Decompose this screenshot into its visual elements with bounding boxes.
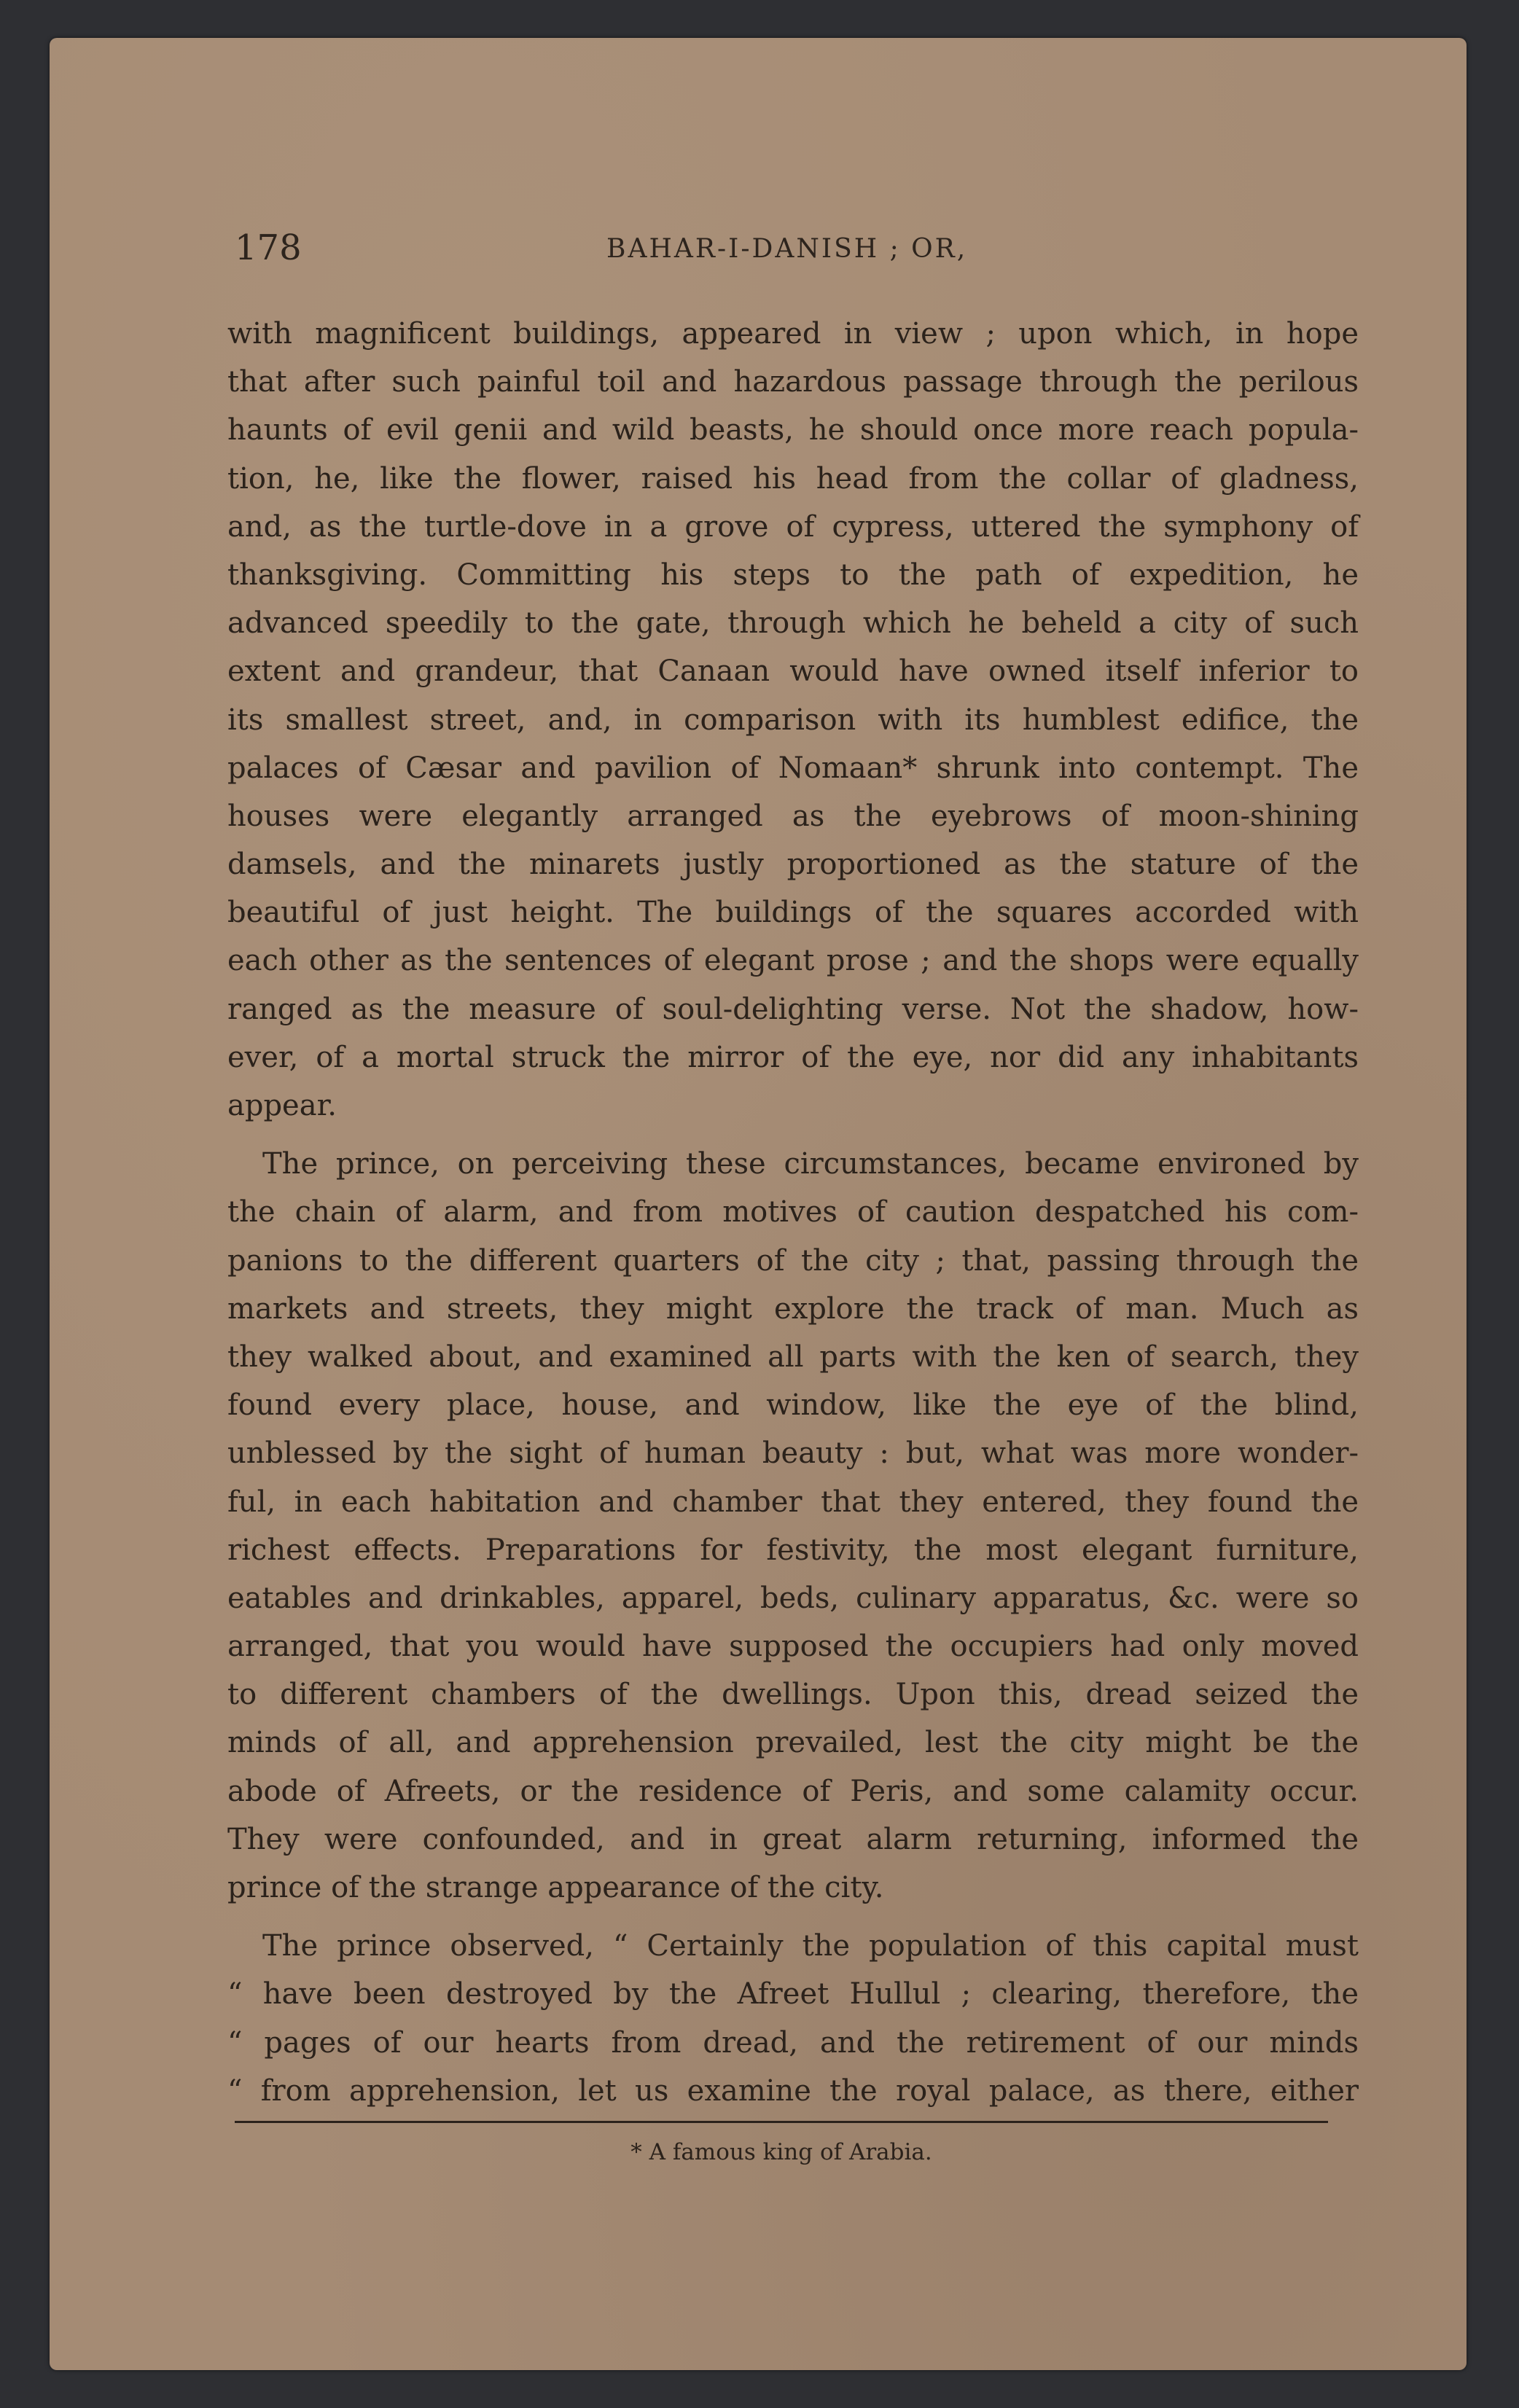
text-line: that after such painful toil and hazardous passage through the perilous [227,365,1359,399]
text-line: “ have been destroyed by the Afreet Hullul ; clearing, therefore, the [227,1977,1359,2012]
text-line: prince of the strange appearance of the city. [227,1871,884,1904]
text-line: ranged as the measure of soul-delighting verse. Not the shadow, how- [227,992,1359,1026]
text-line: advanced speedily to the gate, through which he beheld a city of such [227,606,1359,641]
text-line: The prince observed, “ Certainly the population of this capital must [262,1929,1359,1963]
text-line: the chain of alarm, and from motives of caution despatched his com- [227,1195,1359,1230]
paragraph-3 [227,1922,1359,2115]
text-line: panions to the different quarters of the city ; that, passing through the [227,1243,1359,1278]
text-line: tion, he, like the flower, raised his head from the collar of gladness, [227,461,1359,496]
paragraph-2 [227,1140,1359,1912]
text-line: ful, in each habitation and chamber that they entered, they found the [227,1485,1359,1519]
text-line: arranged, that you would have supposed the occupiers had only moved [227,1630,1359,1664]
paragraph-1 [227,310,1359,1130]
running-title: BAHAR-I-DANISH ; OR, [606,234,968,264]
text-line: houses were elegantly arranged as the eyebrows of moon-shining [227,799,1359,833]
body-text [227,310,1359,2115]
text-line: and, as the turtle-dove in a grove of cypress, uttered the symphony of [227,509,1359,544]
text-line: abode of Afreets, or the residence of Peris, and some calamity occur. [227,1774,1359,1808]
paragraph-gap [227,1912,1359,1922]
text-line: palaces of Cæsar and pavilion of Nomaan* shrunk into contempt. The [227,751,1359,785]
footnote: * A famous king of Arabia. [630,2139,932,2165]
text-line: markets and streets, they might explore the track of man. Much as [227,1291,1359,1326]
text-line: “ pages of our hearts from dread, and the retirement of our minds [227,2025,1359,2060]
text-line: haunts of evil genii and wild beasts, he should once more reach popula- [227,413,1359,447]
text-line: eatables and drinkables, apparel, beds, culinary apparatus, &c. were so [227,1581,1359,1615]
page-header [235,224,1360,271]
text-line: unblessed by the sight of human beauty : but, what was more wonder- [227,1436,1359,1471]
text-line: found every place, house, and window, like the eye of the blind, [227,1388,1359,1423]
text-line: thanksgiving. Committing his steps to the path of expedition, he [227,558,1359,592]
text-line: minds of all, and apprehension prevailed, lest the city might be the [227,1726,1359,1760]
text-line: richest effects. Preparations for festivity, the most elegant furniture, [227,1533,1359,1567]
text-line: beautiful of just height. The buildings of the squares accorded with [227,896,1359,930]
text-line: with magnificent buildings, appeared in view ; upon which, in hope [227,317,1359,351]
text-line: extent and grandeur, that Canaan would have owned itself inferior to [227,654,1359,689]
text-line: its smallest street, and, in comparison with its humblest edifice, the [227,703,1359,737]
text-line: The prince, on perceiving these circumstances, became environed by [262,1147,1359,1181]
text-line: appear. [227,1089,337,1122]
text-line: They were confounded, and in great alarm returning, informed the [227,1822,1359,1856]
text-line: to different chambers of the dwellings. Upon this, dread seized the [227,1678,1359,1712]
text-line: each other as the sentences of elegant prose ; and the shops were equally [227,944,1359,978]
text-line: they walked about, and examined all parts with the ken of search, they [227,1340,1359,1374]
page-number: 178 [235,227,302,268]
text-line: “ from apprehension, let us examine the royal palace, as there, either [227,2073,1359,2108]
text-line: damsels, and the minarets justly proportioned as the stature of the [227,848,1359,882]
paragraph-gap [227,1130,1359,1140]
text-line: ever, of a mortal struck the mirror of the eye, nor did any inhabitants [227,1040,1359,1074]
footnote-rule [235,2121,1328,2123]
